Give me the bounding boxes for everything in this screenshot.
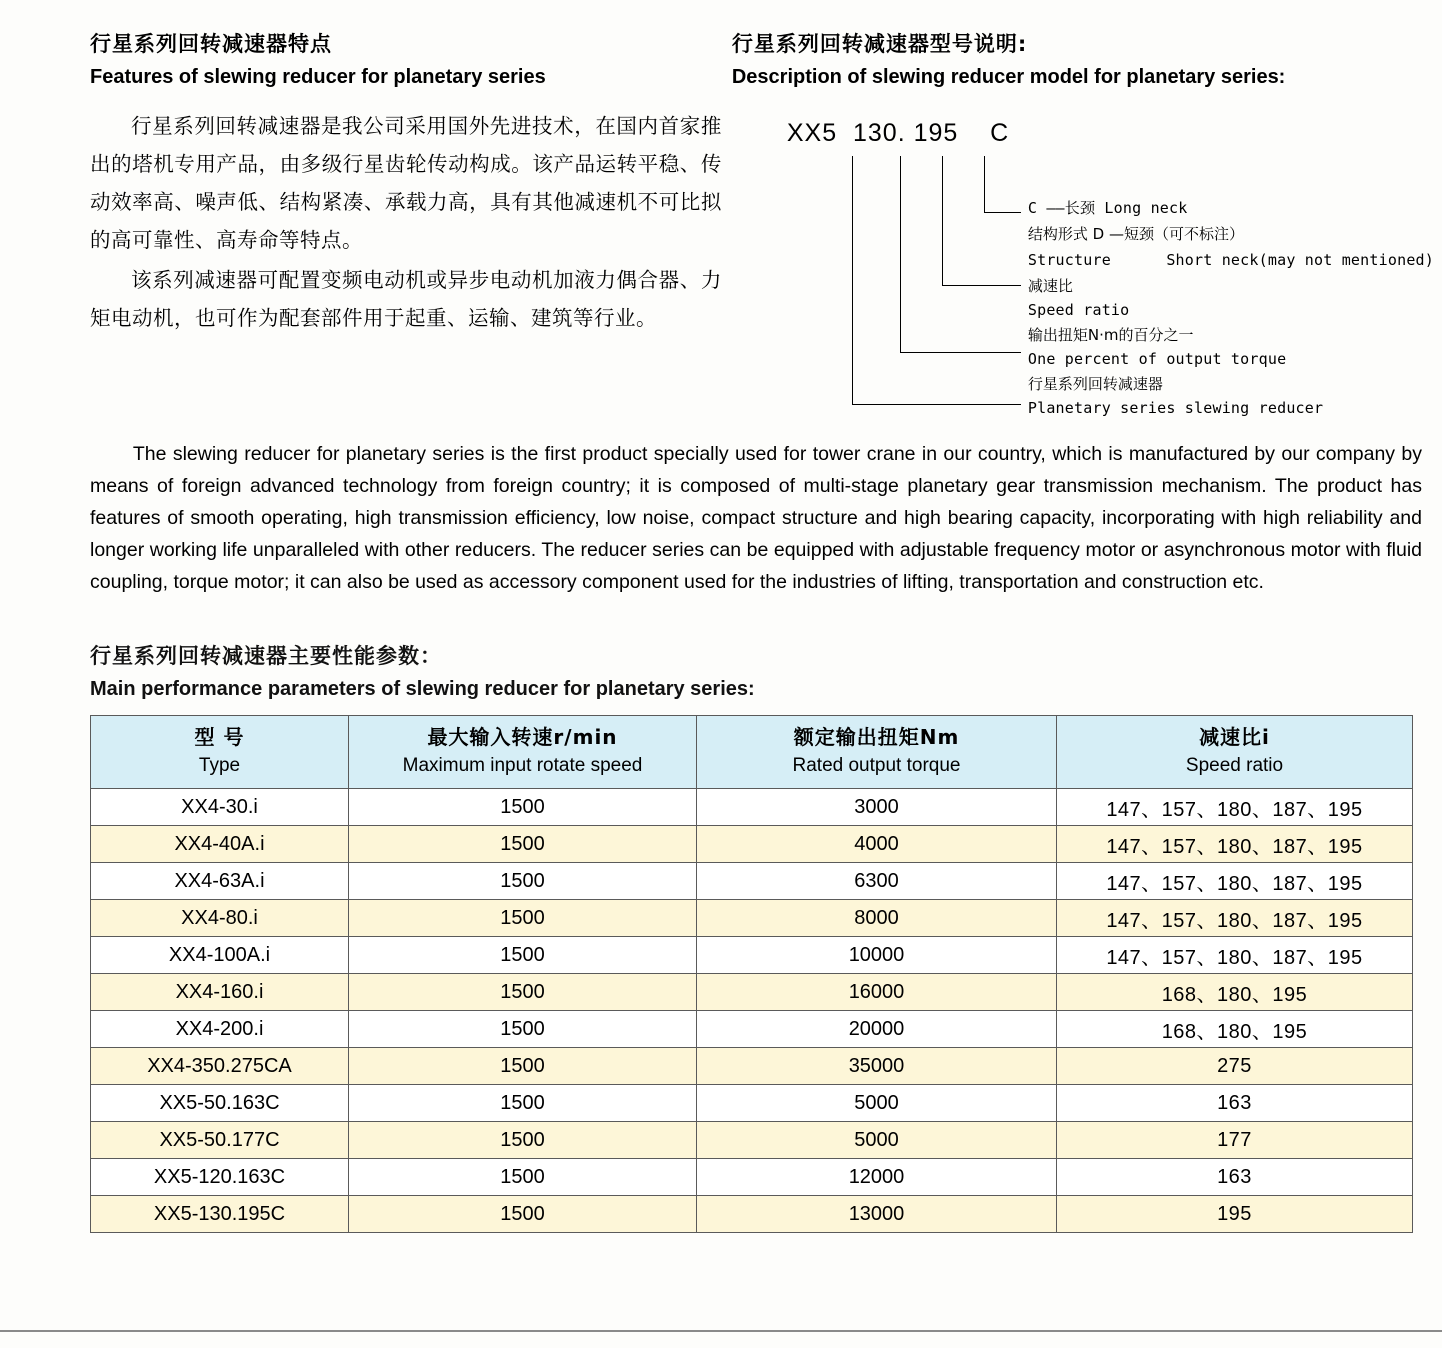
cell-speed: 1500: [349, 900, 697, 937]
cell-torque: 8000: [697, 900, 1057, 937]
cell-ratio: 163: [1057, 1159, 1413, 1196]
cell-ratio: 275: [1057, 1048, 1413, 1085]
table-row: [91, 1196, 1413, 1233]
model-code-sample: XX5 130. 195 C: [786, 119, 1010, 147]
cell-type: XX4-80.i: [91, 900, 349, 937]
cell-type: XX4-30.i: [91, 789, 349, 826]
cell-speed: 1500: [349, 863, 697, 900]
cell-torque: 6300: [697, 863, 1057, 900]
header-type: [91, 716, 349, 789]
header-speed-ratio-cn: 减速比i: [1199, 725, 1270, 749]
cell-speed: 1500: [349, 789, 697, 826]
cell-torque: 35000: [697, 1048, 1057, 1085]
features-title-cn: 行星系列回转减速器特点: [90, 32, 332, 56]
header-max-input-speed-en: Maximum input rotate speed: [402, 755, 643, 776]
cell-ratio: 147、157、180、187、195: [1057, 863, 1413, 900]
table-row: [91, 974, 1413, 1011]
header-rated-torque: [697, 716, 1057, 789]
header-rated-torque-cn: 额定输出扭矩Nm: [793, 725, 960, 749]
cell-type: XX5-130.195C: [91, 1196, 349, 1233]
parameters-title-en: Main performance parameters of slewing reducer for planetary series:: [90, 678, 755, 700]
header-speed-ratio: [1057, 716, 1413, 789]
cell-ratio: 163: [1057, 1085, 1413, 1122]
table-row: [91, 826, 1413, 863]
model-code-callout-diagram: [752, 148, 1435, 428]
cell-speed: 1500: [349, 974, 697, 1011]
parameters-title-cn: 行星系列回转减速器主要性能参数：: [90, 644, 442, 668]
table-row: [91, 1122, 1413, 1159]
cell-speed: 1500: [349, 1159, 697, 1196]
cell-ratio: 195: [1057, 1196, 1413, 1233]
table-row: [91, 789, 1413, 826]
cell-ratio: 147、157、180、187、195: [1057, 789, 1413, 826]
cell-type: XX5-50.163C: [91, 1085, 349, 1122]
header-type-cn: 型 号: [194, 725, 245, 749]
legend-torque-cn: 输出扭矩N·m的百分之一: [1027, 326, 1194, 344]
cell-torque: 5000: [697, 1122, 1057, 1159]
cell-speed: 1500: [349, 1011, 697, 1048]
legend-series-en: Planetary series slewing reducer: [1027, 399, 1324, 417]
top-two-column-area: [0, 0, 1442, 428]
table-row: [91, 1159, 1413, 1196]
cell-type: XX5-120.163C: [91, 1159, 349, 1196]
cell-speed: 1500: [349, 937, 697, 974]
cell-torque: 20000: [697, 1011, 1057, 1048]
page-bottom-rule: [0, 1330, 1442, 1332]
header-rated-torque-en: Rated output torque: [792, 755, 961, 776]
model-title-cn: 行星系列回转减速器型号说明:: [731, 32, 1028, 56]
cell-speed: 1500: [349, 1048, 697, 1085]
cell-speed: 1500: [349, 1122, 697, 1159]
legend-series-cn: 行星系列回转减速器: [1027, 375, 1163, 393]
cell-torque: 5000: [697, 1085, 1057, 1122]
features-paragraph-1-cn: 行星系列回转减速器是我公司采用国外先进技术，在国内首家推出的塔机专用产品，由多级行星齿轮传动构成。该产品运转平稳、传动效率高、噪声低、结构紧凑、承载力高，具有其他减速机不可比拟的高可靠性、高寿命等特点。: [90, 114, 722, 252]
cell-type: XX4-200.i: [91, 1011, 349, 1048]
cell-ratio: 168、180、195: [1057, 974, 1413, 1011]
english-description-block: [0, 428, 1442, 598]
cell-torque: 3000: [697, 789, 1057, 826]
legend-structure-cn: 结构形式 D —短颈（可不标注）: [1027, 225, 1244, 243]
model-description-column: [722, 28, 1435, 428]
legend-long-neck: C ——长颈 Long neck: [1027, 199, 1188, 217]
table-row: [91, 900, 1413, 937]
cell-speed: 1500: [349, 826, 697, 863]
cell-ratio: 147、157、180、187、195: [1057, 937, 1413, 974]
cell-speed: 1500: [349, 1085, 697, 1122]
header-speed-ratio-en: Speed ratio: [1185, 755, 1284, 776]
cell-speed: 1500: [349, 1196, 697, 1233]
table-row: [91, 1085, 1413, 1122]
features-paragraph-2-cn: 该系列减速器可配置变频电动机或异步电动机加液力偶合器、力矩电动机，也可作为配套部件用于起重、运输、建筑等行业。: [90, 268, 722, 330]
cell-type: XX4-63A.i: [91, 863, 349, 900]
english-description-paragraph: The slewing reducer for planetary series is the first product specially used for tower crane in our country, which is manufactured by our company by means of foreign advanced technology from foreign country; it is composed of multi-stage planetary gear transmission mechanism. The product has features of smooth operating, high transmission efficiency, low noise, compact structure and high bearing capacity, incorporating with high reliability and longer working life unparalleled with other reducers. The reducer series can be equipped with adjustable frequency motor or asynchronous motor with fluid coupling, torque motor; it can also be used as accessory component used for the industries of lifting, transportation and construction etc.: [90, 443, 1422, 593]
legend-speed-ratio-en: Speed ratio: [1027, 301, 1130, 319]
table-row: [91, 937, 1413, 974]
model-title-en: Description of slewing reducer model for planetary series:: [731, 66, 1286, 88]
table-row: [91, 1048, 1413, 1085]
cell-type: XX4-160.i: [91, 974, 349, 1011]
table-row: [91, 1011, 1413, 1048]
features-column: [90, 28, 722, 428]
header-type-en: Type: [198, 755, 241, 776]
cell-type: XX4-40A.i: [91, 826, 349, 863]
cell-type: XX5-50.177C: [91, 1122, 349, 1159]
cell-torque: 4000: [697, 826, 1057, 863]
cell-torque: 12000: [697, 1159, 1057, 1196]
cell-ratio: 168、180、195: [1057, 1011, 1413, 1048]
table-row: [91, 863, 1413, 900]
cell-ratio: 147、157、180、187、195: [1057, 900, 1413, 937]
parameters-table: [90, 715, 1413, 1233]
cell-torque: 10000: [697, 937, 1057, 974]
features-title-en: Features of slewing reducer for planetary series: [90, 66, 546, 88]
cell-torque: 13000: [697, 1196, 1057, 1233]
cell-ratio: 177: [1057, 1122, 1413, 1159]
header-max-input-speed: [349, 716, 697, 789]
leader-line-series: [852, 156, 1021, 405]
legend-torque-en: One percent of output torque: [1027, 350, 1287, 368]
cell-torque: 16000: [697, 974, 1057, 1011]
table-header-row: [91, 716, 1413, 789]
header-max-input-speed-cn: 最大输入转速r/min: [427, 725, 618, 749]
parameters-section: [0, 598, 1442, 1233]
legend-structure-en: Structure Short neck(may not mentioned): [1027, 251, 1435, 269]
legend-speed-ratio-cn: 减速比: [1027, 277, 1073, 295]
cell-ratio: 147、157、180、187、195: [1057, 826, 1413, 863]
cell-type: XX4-100A.i: [91, 937, 349, 974]
cell-type: XX4-350.275CA: [91, 1048, 349, 1085]
